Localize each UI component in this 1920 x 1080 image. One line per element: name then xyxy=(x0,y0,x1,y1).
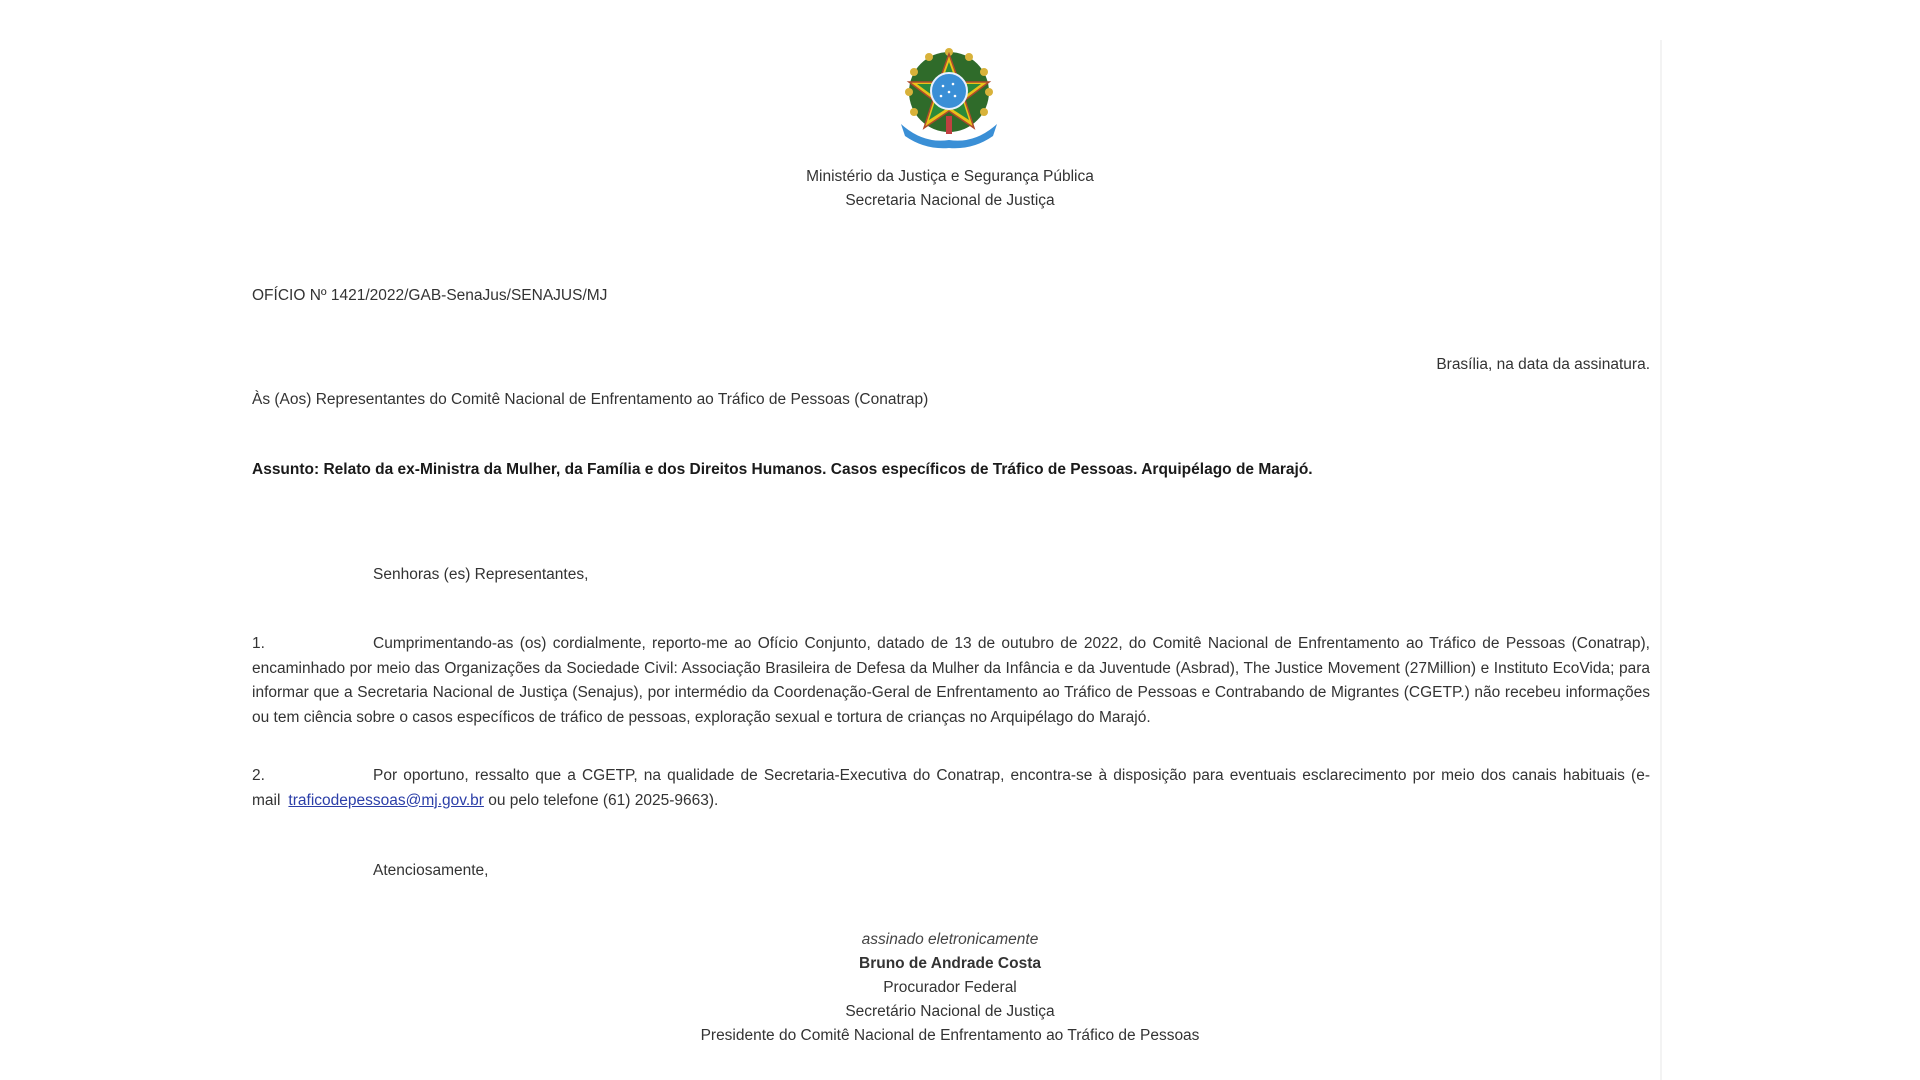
paragraph-text: Cumprimentando-as (os) cordialmente, reporto-me ao Ofício Conjunto, datado de 13 de outubro de 2022, do Comitê Nacional de Enfrentamento ao Tráfico de Pessoas (Conatrap), encaminhado por meio das Organizações da Sociedade Civil: Associação Brasileira de Defesa da Mulher da Infância e da Juventude (Asbrad), The Justice Movement (27Million) e Instituto EcoVida; para informar que a Secretaria Nacional de Justiça (Senajus), por intermédio da Coordenação-Geral de Enfrentamento ao Tráfico de Pessoas e Contrabando de Migrantes (CGETP.) não recebeu informações ou tem ciência sobre o casos específicos de tráfico de pessoas, exploração sexual e tortura de crianças no Arquipélago do Marajó. xyxy=(252,635,1650,726)
secretariat-name: Secretaria Nacional de Justiça xyxy=(845,192,1055,209)
signer-title: Secretário Nacional de Justiça xyxy=(845,1003,1055,1020)
signer-title: Presidente do Comitê Nacional de Enfrentamento ao Tráfico de Pessoas xyxy=(700,1027,1200,1044)
subject: Assunto: Relato da ex-Ministra da Mulher, da Família e dos Direitos Humanos. Casos específicos de Tráfico de Pessoas. Arquipélago de Marajó. xyxy=(252,461,1313,478)
place-date: Brasília, na data da assinatura. xyxy=(1436,356,1650,373)
signature-note: assinado eletronicamente xyxy=(861,931,1039,948)
signer-title: Procurador Federal xyxy=(883,979,1017,996)
document-reference: OFÍCIO Nº 1421/2022/GAB-SenaJus/SENAJUS/MJ xyxy=(252,287,608,304)
closing: Atenciosamente, xyxy=(373,862,489,879)
signer-name: Bruno de Andrade Costa xyxy=(859,955,1041,972)
recipient: Às (Aos) Representantes do Comitê Nacional de Enfrentamento ao Tráfico de Pessoas (Conatrap) xyxy=(252,391,929,408)
paragraph-text-end: ou pelo telefone (61) 2025-9663). xyxy=(483,791,719,809)
paragraph-number: 1. xyxy=(252,635,265,652)
paragraph-number: 2. xyxy=(252,767,265,784)
ministry-name: Ministério da Justiça e Segurança Pública xyxy=(806,168,1094,185)
paragraph-2 xyxy=(252,764,1650,813)
salutation: Senhoras (es) Representantes, xyxy=(373,566,589,583)
brazil-coat-of-arms-icon xyxy=(893,46,1005,154)
email-link[interactable]: traficodepessoas@mj.gov.br xyxy=(288,791,484,809)
paragraph-text: Por oportuno, ressalto que a CGETP, na qualidade de Secretaria-Executiva do Conatrap, encontra-se à disposição para eventuais esclarecimento por meio dos canais habituais (e-mail xyxy=(252,767,1650,809)
paragraph-1 xyxy=(252,632,1650,730)
